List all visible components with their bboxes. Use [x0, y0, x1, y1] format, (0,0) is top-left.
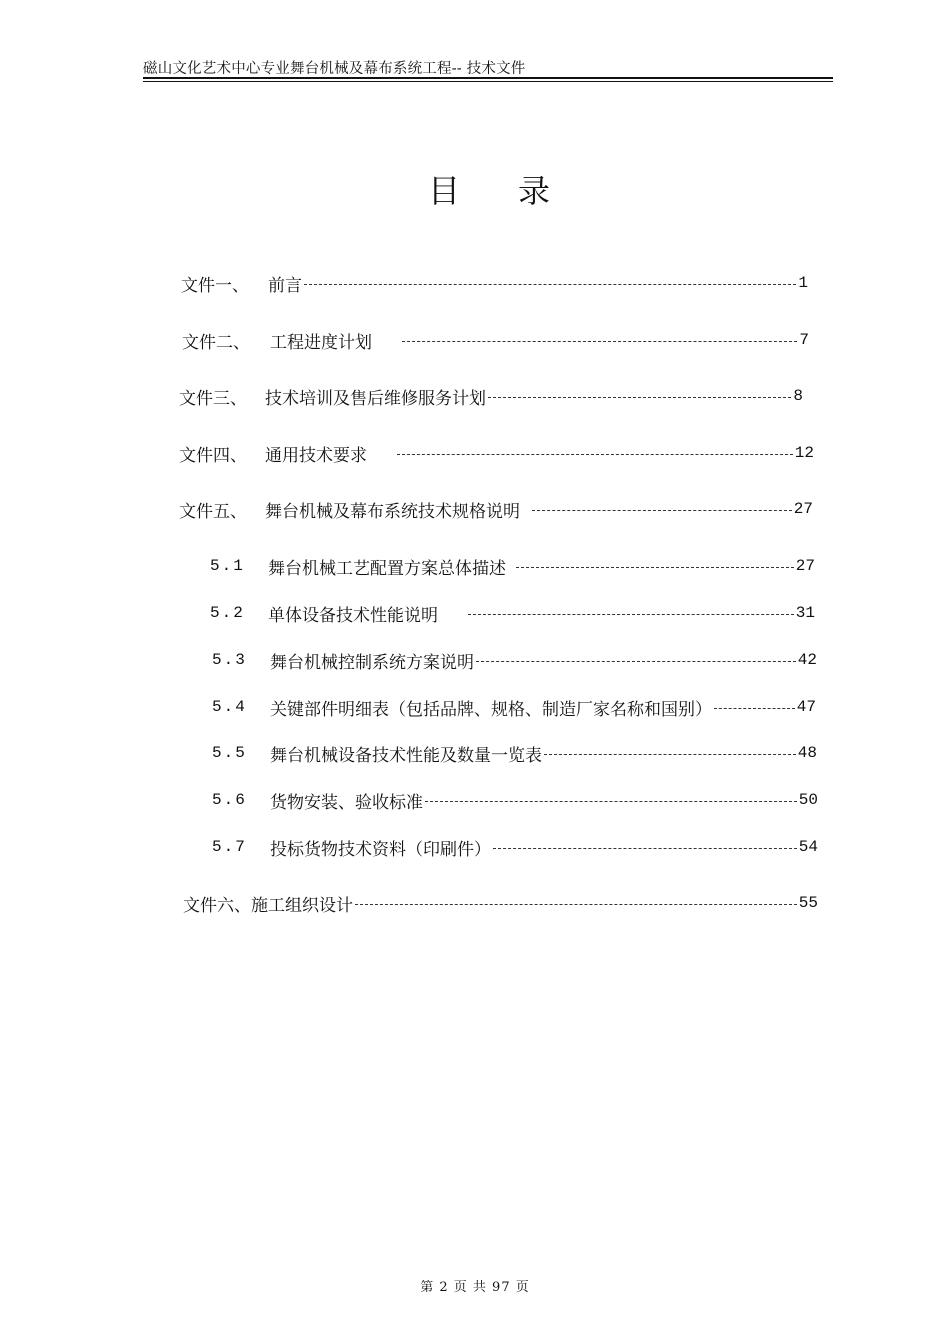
toc-entry-label: 文件一、 — [181, 275, 249, 296]
toc-leader — [397, 454, 793, 455]
toc-entry-label: 5.6 — [212, 791, 247, 809]
toc-entry-name: 单体设备技术性能说明 — [268, 605, 438, 626]
toc-subentry[interactable] — [210, 602, 815, 624]
toc-subentry[interactable] — [212, 789, 818, 811]
toc-leader — [425, 801, 797, 802]
toc-entry-name: 舞台机械及幕布系统技术规格说明 — [265, 501, 520, 522]
toc-entry-name: 舞台机械工艺配置方案总体描述 — [268, 558, 506, 579]
toc-entry-page: 50 — [798, 791, 818, 809]
toc-leader — [304, 284, 796, 285]
toc-title — [0, 166, 950, 212]
toc-entry-name: 技术培训及售后维修服务计划 — [265, 388, 486, 409]
toc-entry[interactable] — [179, 442, 814, 464]
toc-entry-label: 文件三、 — [179, 388, 247, 409]
toc-entry-label: 5.3 — [212, 651, 247, 669]
toc-subentry[interactable] — [212, 696, 816, 718]
toc-leader — [402, 341, 797, 342]
toc-entry-page: 47 — [796, 698, 816, 716]
toc-entry-page: 42 — [797, 651, 817, 669]
toc-leader — [714, 708, 795, 709]
toc-leader — [532, 510, 792, 511]
toc-subentry[interactable] — [212, 742, 817, 764]
toc-entry-page: 48 — [797, 744, 817, 762]
toc-entry-page: 8 — [793, 387, 803, 405]
toc-entry-name: 关键部件明细表（包括品牌、规格、制造厂家名称和国别） — [270, 699, 712, 720]
toc-entry-name: 舞台机械控制系统方案说明 — [270, 652, 474, 673]
toc-entry-page: 31 — [795, 604, 815, 622]
toc-entry-name: 工程进度计划 — [270, 332, 372, 353]
toc-entry-label: 5.5 — [212, 744, 247, 762]
toc-leader — [516, 567, 794, 568]
toc-entry[interactable] — [182, 329, 809, 351]
header-rule-thick — [143, 77, 833, 79]
toc-leader — [493, 848, 797, 849]
toc-leader — [476, 661, 796, 662]
toc-entry-name: 舞台机械设备技术性能及数量一览表 — [270, 745, 542, 766]
toc-entry-page: 55 — [798, 894, 818, 912]
toc-entry-label: 文件二、 — [182, 332, 250, 353]
toc-entry[interactable] — [179, 385, 803, 407]
toc-title-char: 录 — [518, 172, 553, 210]
toc-entry[interactable] — [179, 498, 813, 520]
toc-entry-page: 27 — [793, 500, 813, 518]
toc-subentry[interactable] — [212, 836, 818, 858]
toc-entry-name: 通用技术要求 — [265, 445, 367, 466]
toc-entry-name: 货物安装、验收标准 — [270, 792, 423, 813]
toc-entry-page: 54 — [798, 838, 818, 856]
toc-entry-name: 施工组织设计 — [251, 895, 353, 916]
toc-entry-name: 前言 — [268, 275, 302, 296]
toc-entry[interactable] — [183, 892, 818, 914]
toc-entry-name: 投标货物技术资料（印刷件） — [270, 839, 491, 860]
toc-entry-label: 文件四、 — [179, 445, 247, 466]
toc-leader — [355, 904, 797, 905]
header-rule-thin — [143, 81, 833, 82]
toc-entry-label: 5.7 — [212, 838, 247, 856]
toc-entry-page: 12 — [794, 444, 814, 462]
toc-entry-label: 5.1 — [210, 557, 245, 575]
toc-entry[interactable] — [181, 272, 808, 294]
toc-entry-label: 5.4 — [212, 698, 247, 716]
document-header: 磁山文化艺术中心专业舞台机械及幕布系统工程-- 技术文件 — [143, 61, 526, 77]
page-footer: 第 2 页 共 97 页 — [420, 1280, 530, 1295]
toc-leader — [488, 397, 791, 398]
toc-entry-page: 1 — [798, 274, 808, 292]
toc-entry-page: 7 — [799, 331, 809, 349]
toc-entry-label: 文件五、 — [179, 501, 247, 522]
toc-entry-page: 27 — [795, 557, 815, 575]
toc-entry-label: 文件六、 — [183, 895, 251, 916]
toc-subentry[interactable] — [210, 555, 815, 577]
toc-title-char: 目 — [427, 172, 462, 210]
toc-subentry[interactable] — [212, 649, 817, 671]
toc-entry-label: 5.2 — [210, 604, 245, 622]
toc-leader — [544, 754, 796, 755]
toc-leader — [468, 614, 794, 615]
